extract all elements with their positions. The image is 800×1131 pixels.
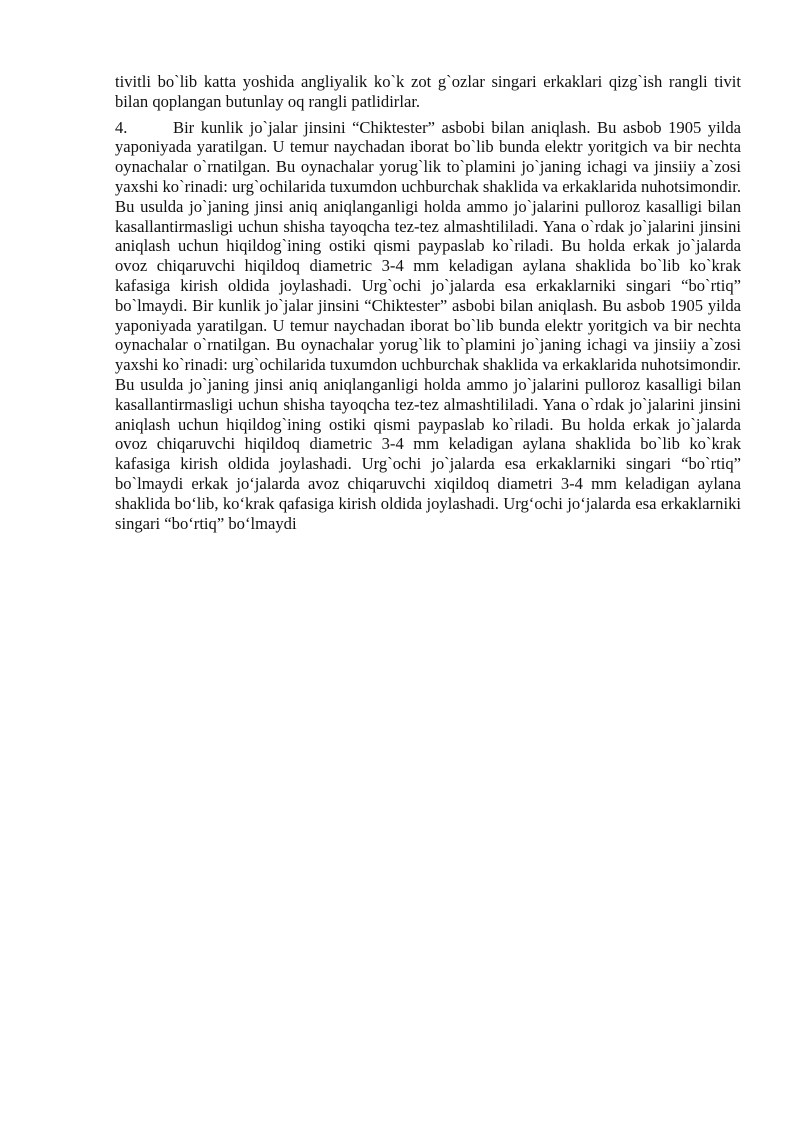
document-body: [115, 72, 741, 533]
numbered-paragraph-text: Bir kunlik jo`jalar jinsini “Chiktester” asbobi bilan aniqlash. Bu asbob 1905 yilda yaponiyada yaratilgan. U temur naychadan iborat bo`lib bunda elektr yoritgich va bir nechta oynachalar o`rnatilgan. Bu oynachalar yorug`lik to`plamini jo`janing ichagi va jinsiiy a`zosi yaxshi ko`rinadi: urg`ochilarida tuxumdon uchburchak shaklida va erkaklarida nuhotsimondir. Bu usulda jo`janing jinsi aniq aniqlanganligi holda ammo jo`jalarini pulloroz kasalligi bilan kasallantirmasligi uchun shisha tayoqcha tez-tez almashtililadi. Yana o`rdak jo`jalarini jinsini aniqlash uchun hiqildog`ining ostiki qismi paypaslab ko`riladi. Bu holda erkak jo`jalarda ovoz chiqaruvchi hiqildoq diametric 3-4 mm keladigan aylana shaklida bo`lib ko`krak kafasiga kirish oldida joylashadi. Urg`ochi jo`jalarda esa erkaklarniki singari “bo`rtiq” bo`lmaydi. Bir kunlik jo`jalar jinsini “Chiktester” asbobi bilan aniqlash. Bu asbob 1905 yilda yaponiyada yaratilgan. U temur naychadan iborat bo`lib bunda elektr yoritgich va bir nechta oynachalar o`rnatilgan. Bu oynachalar yorug`lik to`plamini jo`janing ichagi va jinsiiy a`zosi yaxshi ko`rinadi: urg`ochilarida tuxumdon uchburchak shaklida va erkaklarida nuhotsimondir. Bu usulda jo`janing jinsi aniq aniqlanganligi holda ammo jo`jalarini pulloroz kasalligi bilan kasallantirmasligi uchun shisha tayoqcha tez-tez almashtililadi. Yana o`rdak jo`jalarini jinsini aniqlash uchun hiqildog`ining ostiki qismi paypaslab ko`riladi. Bu holda erkak jo`jalarda ovoz chiqaruvchi hiqildoq diametric 3-4 mm keladigan aylana shaklida bo`lib ko`krak kafasiga kirish oldida joylashadi. Urg`ochi jo`jalarda esa erkaklarniki singari “bo`rtiq” bo`lmaydi erkak jo‘jalarda avoz chiqaruvchi xiqildoq diametri 3-4 mm keladigan aylana shaklida bo‘lib, ko‘krak qafasiga kirish oldida joylashadi. Urg‘ochi jo‘jalarda esa erkaklarniki singari “bo‘rtiq” bo‘lmaydi: [115, 117, 741, 533]
list-item-number: 4.: [115, 117, 128, 137]
paragraph-continuation: tivitli bo`lib katta yoshida angliyalik ko`k zot g`ozlar singari erkaklari qizg`ish rangli tivit bilan qoplangan butunlay oq rangli patlidirlar.: [115, 72, 741, 111]
numbered-paragraph: [115, 118, 741, 534]
